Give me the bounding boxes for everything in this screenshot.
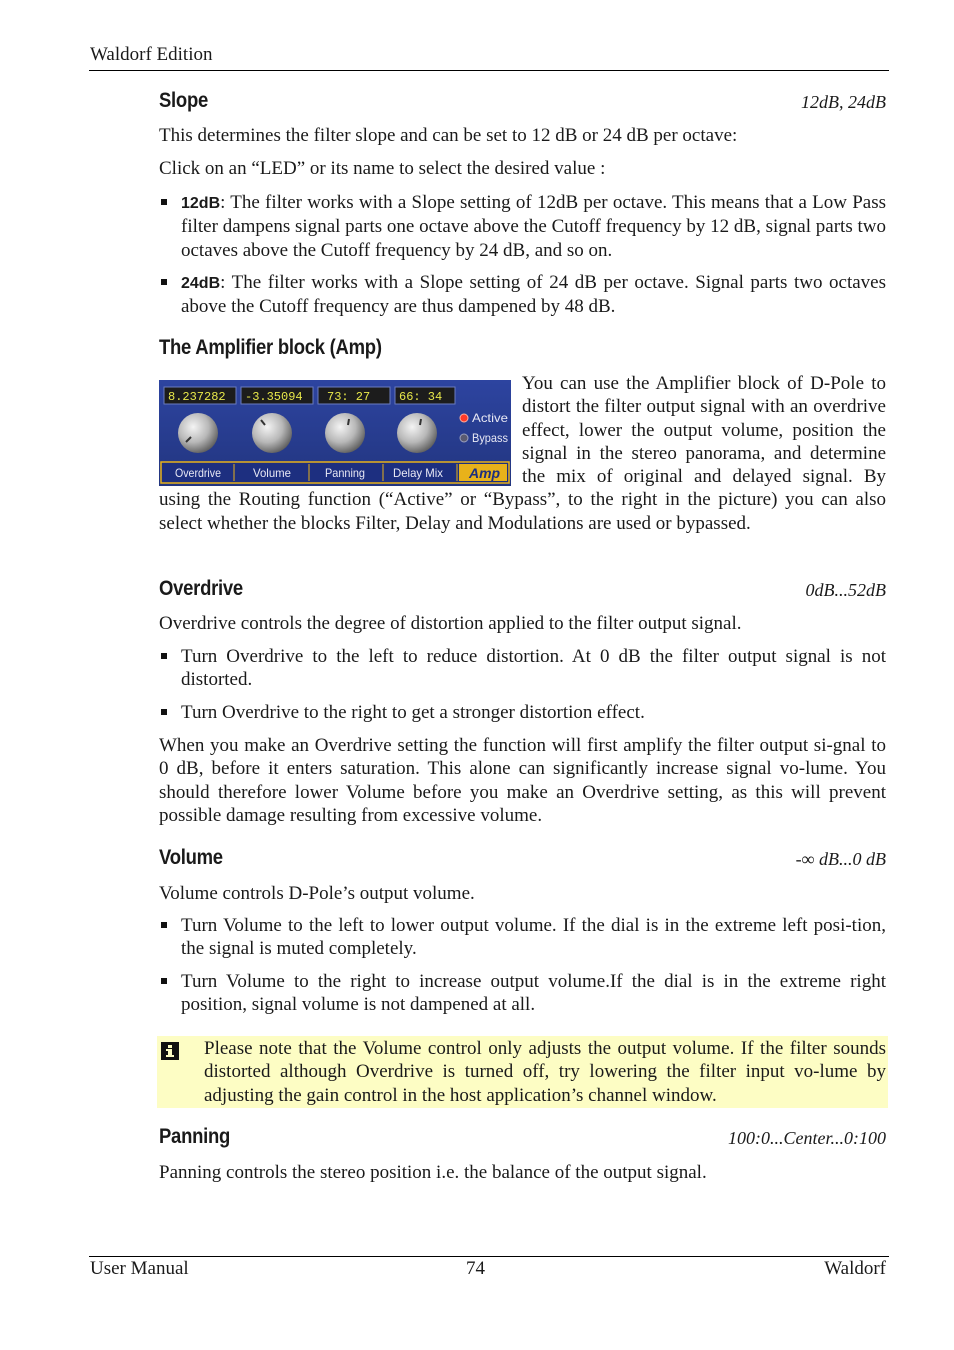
slope-range: 12dB, 24dB xyxy=(801,92,886,112)
footer-rule xyxy=(89,1256,889,1257)
amp-intro xyxy=(159,372,886,535)
overdrive-description: Overdrive controls the degree of distortion applied to the filter output signal. xyxy=(159,613,742,634)
section-title-volume: Volume xyxy=(159,846,223,869)
overdrive-range: 0dB...52dB xyxy=(805,580,886,600)
amp-badge-label: Amp xyxy=(469,465,501,481)
volume-bullet-right xyxy=(159,970,886,1017)
bullet-text: Turn Overdrive to the right to get a stronger distortion effect. xyxy=(181,702,645,723)
active-label[interactable]: Active xyxy=(472,411,509,425)
bullet-text: Turn Overdrive to the left to reduce distortion. At 0 dB the filter output signal is not distorted. xyxy=(181,646,886,691)
bullet-text: : The filter works with a Slope setting of 12dB per octave. This means that a Low Pass filter dampens signal parts one octave above the Cutoff frequency by 12 dB, signal parts two octaves above the Cutoff frequency by 24 dB, and so on. xyxy=(181,192,886,261)
overdrive-explanation: When you make an Overdrive setting the function will first amplify the filter output si-gnal to 0 dB, before it enters saturation. This alone can significantly increase signal vo-lume. You should therefore lower Volume before you make an Overdrive setting, as this will prevent possible damage resulting from excessive volume. xyxy=(159,735,886,826)
header-rule xyxy=(89,70,889,71)
overdrive-bullet-left xyxy=(159,645,886,692)
display-value-volume: -3.35094 xyxy=(245,390,303,404)
volume-description: Volume controls D-Pole’s output volume. xyxy=(159,883,475,904)
delay-mix-label: Delay Mix xyxy=(393,466,443,480)
section-title-overdrive: Overdrive xyxy=(159,577,243,600)
volume-label: Volume xyxy=(253,466,292,480)
display-value-delay-mix: 66: 34 xyxy=(399,390,443,404)
volume-bullet-left xyxy=(159,914,886,961)
overdrive-label: Overdrive xyxy=(175,466,222,480)
section-title-amp: The Amplifier block (Amp) xyxy=(159,336,382,359)
bullet-square-icon xyxy=(161,279,167,285)
volume-range: -∞ dB...0 dB xyxy=(795,849,886,869)
page-number: 74 xyxy=(466,1258,485,1279)
bullet-square-icon xyxy=(161,978,167,984)
panning-range: 100:0...Center...0:100 xyxy=(728,1128,886,1148)
bullet-text: Turn Volume to the right to increase output volume.If the dial is in the extreme right position, signal volume is not dampened at all. xyxy=(181,971,886,1016)
display-value-overdrive: 8.237282 xyxy=(168,390,226,404)
section-title-slope: Slope xyxy=(159,89,209,112)
bullet-text: : The filter works with a Slope setting of 24 dB per octave. Signal parts two octaves above the Cutoff frequency are thus dampened by 48 dB. xyxy=(181,272,886,318)
slope-bullet-12db xyxy=(159,191,886,262)
display-value-panning: 73: 27 xyxy=(327,390,371,404)
running-header: Waldorf Edition xyxy=(90,44,213,65)
panning-description: Panning controls the stereo position i.e. the balance of the output signal. xyxy=(159,1162,707,1183)
bullet-text: Turn Volume to the left to lower output volume. If the dial is in the extreme left posi-tion, the signal is muted completely. xyxy=(181,915,886,960)
image-float-spacer xyxy=(159,372,522,487)
bullet-square-icon xyxy=(161,199,167,205)
panning-label: Panning xyxy=(325,466,365,480)
bullet-square-icon xyxy=(161,709,167,715)
info-note xyxy=(157,1036,888,1108)
slope-bullet-24db xyxy=(159,271,886,319)
overdrive-bullet-right xyxy=(159,701,886,724)
bypass-label[interactable]: Bypass xyxy=(472,431,508,445)
bullet-square-icon xyxy=(161,653,167,659)
section-title-panning: Panning xyxy=(159,1125,231,1148)
bullet-square-icon xyxy=(161,922,167,928)
slope-description: This determines the filter slope and can be set to 12 dB or 24 dB per octave: xyxy=(159,125,738,146)
slope-instruction: Click on an “LED” or its name to select the desired value : xyxy=(159,158,606,179)
bullet-key: 12dB xyxy=(181,195,221,212)
note-text: Please note that the Volume control only adjusts the output volume. If the filter sounds distorted although Overdrive is turned off, try lowering the filter input vo-lume by adjusting the gain control in the host application’s channel window. xyxy=(204,1038,886,1106)
footer-right: Waldorf xyxy=(824,1258,886,1279)
footer-left: User Manual xyxy=(90,1258,189,1279)
bullet-key: 24dB xyxy=(181,275,221,292)
info-icon xyxy=(161,1042,179,1060)
amp-intro-text: You can use the Amplifier block of D-Pole to distort the filter output signal with an overdrive effect, lower the output volume, position the signal in the stereo panorama, and determine the mix of original and delayed signal. By using the Routing function (“Active” or “Bypass”, to the right in the picture) you can also select whether the blocks Filter, Delay and Modulations are used or bypassed. xyxy=(159,373,886,534)
